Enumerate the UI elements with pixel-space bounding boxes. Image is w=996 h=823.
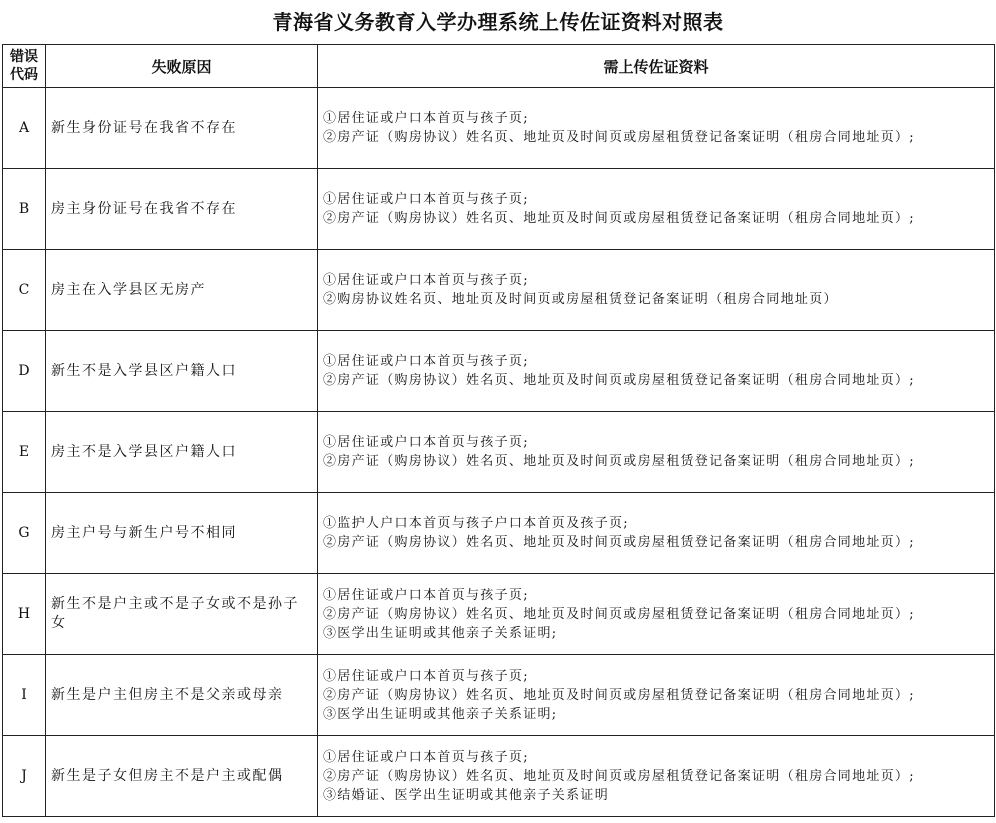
header-code-line1: 错误: [10, 49, 38, 65]
table-row: [3, 574, 995, 655]
doc-requirement-line: ①居住证或户口本首页与孩子页;: [323, 668, 529, 684]
error-code-cell: J: [3, 736, 46, 817]
doc-requirement-line: ①居住证或户口本首页与孩子页;: [323, 749, 529, 765]
doc-requirement-line: ②房产证（购房协议）姓名页、地址页及时间页或房屋租赁登记备案证明（租房合同地址页）;: [323, 454, 915, 469]
error-code-cell: I: [3, 655, 46, 736]
table-row: [3, 655, 995, 736]
doc-requirement-line: ①居住证或户口本首页与孩子页;: [323, 273, 529, 288]
table-row: [3, 412, 995, 493]
table-row: [3, 493, 995, 574]
error-code-cell: H: [3, 574, 46, 655]
required-docs-cell: [318, 412, 995, 493]
error-code-cell: A: [3, 88, 46, 169]
page-title: 青海省义务教育入学办理系统上传佐证资料对照表: [272, 10, 724, 34]
failure-reason-cell: 新生不是入学县区户籍人口: [46, 331, 318, 412]
error-code-cell: E: [3, 412, 46, 493]
error-code-cell: B: [3, 169, 46, 250]
required-docs-cell: [318, 331, 995, 412]
failure-reason-cell: 新生身份证号在我省不存在: [46, 88, 318, 169]
doc-requirement-line: ①监护人户口本首页与孩子户口本首页及孩子页;: [323, 516, 629, 531]
failure-reason-cell: 新生不是户主或不是子女或不是孙子女: [46, 574, 318, 655]
error-code-cell: D: [3, 331, 46, 412]
failure-reason-cell: 房主身份证号在我省不存在: [46, 169, 318, 250]
header-required-docs: 需上传佐证资料: [318, 45, 995, 88]
table-body: [3, 88, 995, 817]
error-code-cell: C: [3, 250, 46, 331]
table-row: [3, 736, 995, 817]
table-row: [3, 169, 995, 250]
doc-requirement-line: ②房产证（购房协议）姓名页、地址页及时间页或房屋租赁登记备案证明（租房合同地址页）;: [323, 606, 915, 622]
table-row: [3, 331, 995, 412]
failure-reason-cell: 房主户号与新生户号不相同: [46, 493, 318, 574]
table-row: [3, 250, 995, 331]
failure-reason-cell: 房主不是入学县区户籍人口: [46, 412, 318, 493]
required-docs-cell: [318, 574, 995, 655]
header-failure-reason: 失败原因: [46, 45, 318, 88]
required-docs-cell: [318, 169, 995, 250]
table-row: [3, 88, 995, 169]
doc-requirement-line: ②房产证（购房协议）姓名页、地址页及时间页或房屋租赁登记备案证明（租房合同地址页）;: [323, 373, 915, 388]
doc-requirement-line: ②房产证（购房协议）姓名页、地址页及时间页或房屋租赁登记备案证明（租房合同地址页）;: [323, 535, 915, 550]
doc-requirement-line: ②房产证（购房协议）姓名页、地址页及时间页或房屋租赁登记备案证明（租房合同地址页）;: [323, 687, 915, 703]
doc-requirement-line: ①居住证或户口本首页与孩子页;: [323, 354, 529, 369]
header-code-line2: 代码: [10, 67, 38, 83]
doc-requirement-line: ①居住证或户口本首页与孩子页;: [323, 111, 529, 126]
failure-reason-cell: 新生是子女但房主不是户主或配偶: [46, 736, 318, 817]
required-docs-cell: [318, 736, 995, 817]
failure-reason-cell: 房主在入学县区无房产: [46, 250, 318, 331]
doc-requirement-line: ①居住证或户口本首页与孩子页;: [323, 587, 529, 603]
doc-requirement-line: ①居住证或户口本首页与孩子页;: [323, 435, 529, 450]
doc-requirement-line: ③医学出生证明或其他亲子关系证明;: [323, 706, 558, 722]
error-code-table: [2, 44, 995, 817]
required-docs-cell: [318, 88, 995, 169]
doc-requirement-line: ②购房协议姓名页、地址页及时间页或房屋租赁登记备案证明（租房合同地址页）: [323, 292, 838, 307]
required-docs-cell: [318, 655, 995, 736]
error-code-cell: G: [3, 493, 46, 574]
required-docs-cell: [318, 493, 995, 574]
header-error-code: [3, 45, 46, 88]
doc-requirement-line: ③结婚证、医学出生证明或其他亲子关系证明: [323, 787, 610, 803]
failure-reason-cell: 新生是户主但房主不是父亲或母亲: [46, 655, 318, 736]
doc-requirement-line: ②房产证（购房协议）姓名页、地址页及时间页或房屋租赁登记备案证明（租房合同地址页）;: [323, 130, 915, 145]
doc-requirement-line: ③医学出生证明或其他亲子关系证明;: [323, 625, 558, 641]
doc-requirement-line: ②房产证（购房协议）姓名页、地址页及时间页或房屋租赁登记备案证明（租房合同地址页）;: [323, 768, 915, 784]
required-docs-cell: [318, 250, 995, 331]
table-header-row: [3, 45, 995, 88]
doc-requirement-line: ②房产证（购房协议）姓名页、地址页及时间页或房屋租赁登记备案证明（租房合同地址页）;: [323, 211, 915, 226]
doc-requirement-line: ①居住证或户口本首页与孩子页;: [323, 192, 529, 207]
